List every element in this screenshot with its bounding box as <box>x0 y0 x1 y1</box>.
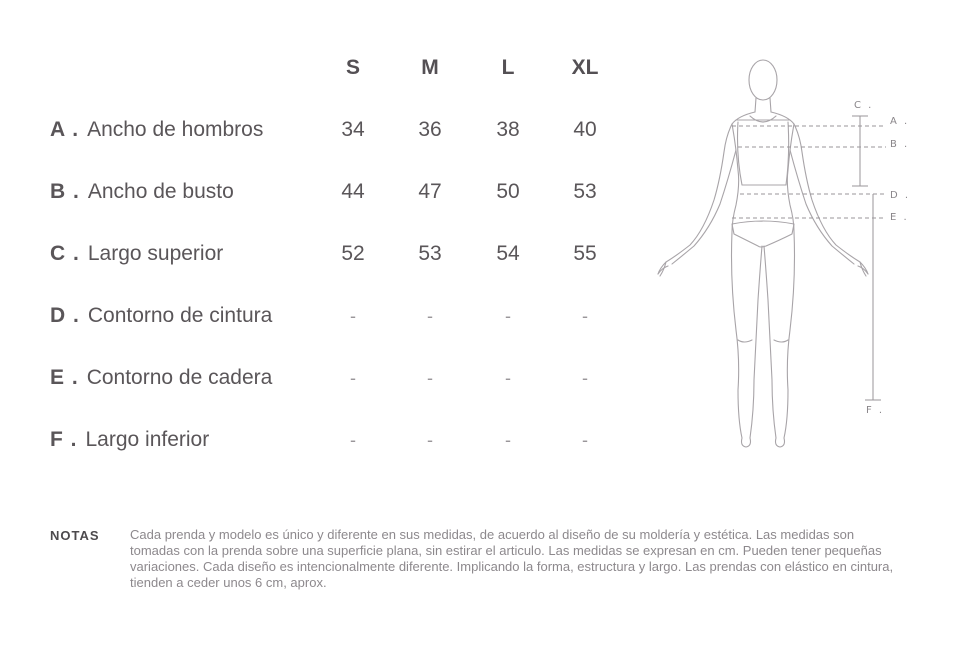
cell-e-xl: - <box>582 368 588 388</box>
cell-e-m: - <box>427 368 433 388</box>
figure-label-e: E . <box>890 212 909 223</box>
figure-label-c: C . <box>854 100 874 111</box>
cell-f-s: - <box>350 430 356 450</box>
cell-d-l: - <box>505 306 511 326</box>
row-label-b <box>50 180 234 204</box>
row-letter: A . <box>50 118 80 141</box>
size-header-m: M <box>421 56 439 79</box>
cell-a-m: 36 <box>418 118 442 141</box>
row-label-c <box>50 242 223 266</box>
cell-f-m: - <box>427 430 433 450</box>
row-label-f <box>50 428 209 452</box>
row-label-text: Contorno de cintura <box>87 304 273 327</box>
row-letter: C . <box>50 242 80 265</box>
cell-f-xl: - <box>582 430 588 450</box>
cell-d-s: - <box>350 306 356 326</box>
cell-a-l: 38 <box>496 118 520 141</box>
row-label-text: Largo inferior <box>85 428 210 451</box>
body-silhouette <box>658 60 868 447</box>
size-header-l: L <box>501 56 515 79</box>
size-header-s: S <box>345 56 360 79</box>
row-letter: F . <box>50 428 78 451</box>
cell-d-xl: - <box>582 306 588 326</box>
row-letter: B . <box>50 180 80 203</box>
cell-c-m: 53 <box>418 242 442 265</box>
row-letter: E . <box>50 366 79 389</box>
row-label-text: Contorno de cadera <box>86 366 273 389</box>
cell-b-s: 44 <box>341 180 365 203</box>
notes-title: NOTAS <box>50 528 100 543</box>
cell-a-xl: 40 <box>573 118 597 141</box>
row-label-d <box>50 304 272 328</box>
cell-b-l: 50 <box>496 180 520 203</box>
figure-label-b: B . <box>890 139 910 150</box>
row-label-text: Ancho de busto <box>87 180 234 203</box>
cell-a-s: 34 <box>341 118 365 141</box>
figure-label-a: A . <box>890 116 910 127</box>
row-label-text: Ancho de hombros <box>87 118 264 141</box>
row-label-text: Largo superior <box>87 242 224 265</box>
cell-d-m: - <box>427 306 433 326</box>
cell-b-xl: 53 <box>573 180 597 203</box>
row-letter: D . <box>50 304 80 327</box>
cell-c-xl: 55 <box>573 242 597 265</box>
size-header-xl: XL <box>571 56 599 79</box>
cell-f-l: - <box>505 430 511 450</box>
notes-text: Cada prenda y modelo es único y diferente en sus medidas, de acuerdo al diseño de su moldería y estética. Las medidas son tomadas con la prenda sobre una superficie plana, sin estirar el articulo. Las medidas se expresan en cm. Pueden tener pequeñas variaciones. Cada diseño es intencionalmente diferente. Implicando la forma, estructura y largo. Las prendas con elástico en cintura, tienden a ceder unos 6 cm, aprox. <box>130 527 894 590</box>
row-label-e <box>50 366 272 390</box>
cell-c-s: 52 <box>341 242 365 265</box>
cell-e-l: - <box>505 368 511 388</box>
row-label-a <box>50 118 263 142</box>
body-measurement-figure <box>640 40 930 460</box>
cell-b-m: 47 <box>418 180 442 203</box>
cell-e-s: - <box>350 368 356 388</box>
figure-label-d: D . <box>890 190 911 201</box>
cell-c-l: 54 <box>496 242 520 265</box>
figure-label-f: F . <box>866 405 885 416</box>
